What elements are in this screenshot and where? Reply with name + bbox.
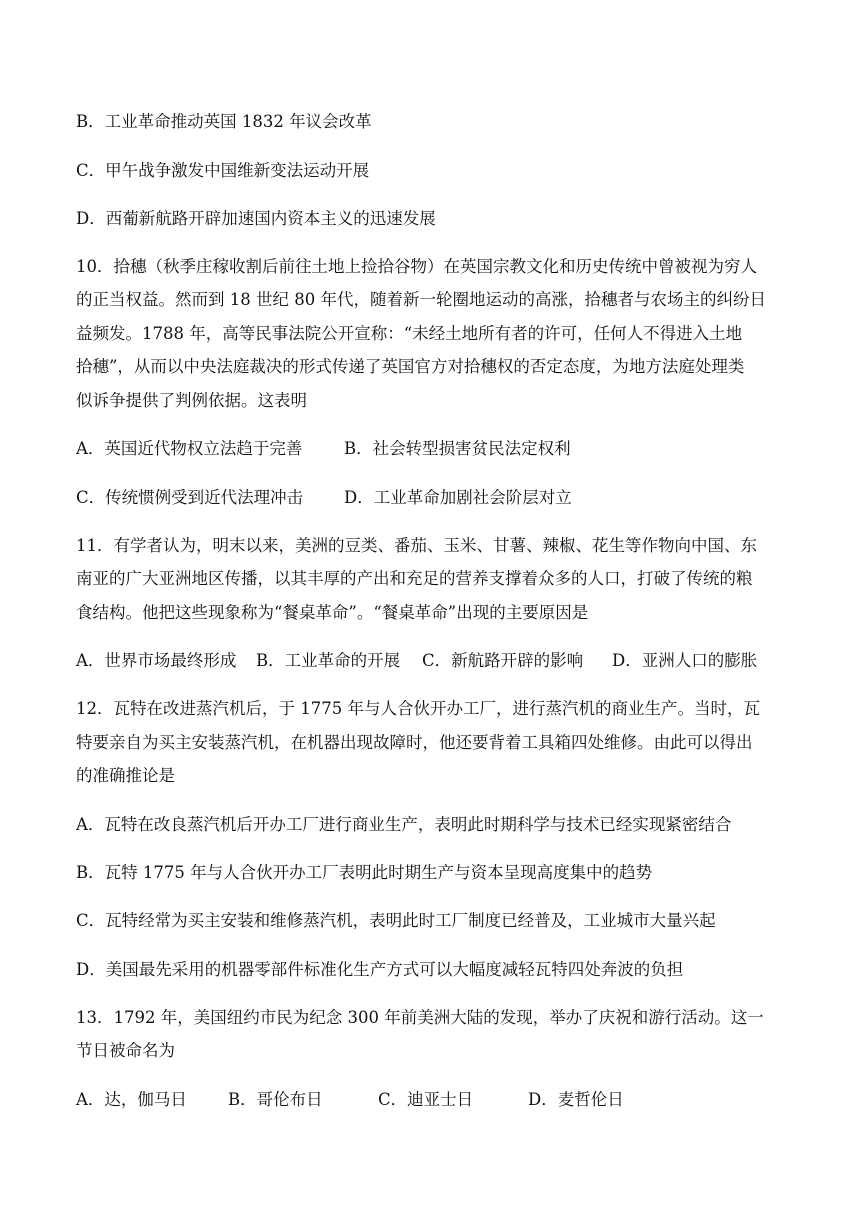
q10-option-a: A．英国近代物权立法趋于完善 <box>76 439 303 458</box>
q11-option-c: C．新航路开辟的影响 <box>422 651 584 670</box>
q11-option-a: A．世界市场最终形成 <box>76 651 237 670</box>
q11-option-b: B．工业革命的开展 <box>256 651 401 670</box>
q10-option-b: B．社会转型损害贫民法定权利 <box>344 439 571 458</box>
q9-option-d: D．西葡新航路开辟加速国内资本主义的迅速发展 <box>76 209 436 228</box>
q9-option-c: C．甲午战争激发中国维新变法运动开展 <box>76 161 370 180</box>
q12-stem-line: 特要亲自为买主安装蒸汽机，在机器出现故障时，他还要背着工具箱四处维修。由此可以得出 <box>76 733 753 752</box>
q13-stem-line: 节日被命名为 <box>76 1041 175 1060</box>
q11-option-d: D．亚洲人口的膨胀 <box>612 651 758 670</box>
q10-options-row-1 <box>76 439 571 459</box>
q10-stem-line: 似诉争提供了判例依据。这表明 <box>76 391 307 410</box>
q12-option-b: B．瓦特 1775 年与人合伙开办工厂表明此时期生产与资本呈现高度集中的趋势 <box>76 863 653 882</box>
q10-stem-line: 益频发。1788 年，高等民事法院公开宣称：“未经土地所有者的许可，任何人不得进入土地 <box>76 324 743 343</box>
q13-options-row <box>76 1090 624 1110</box>
q10-options-row-2 <box>76 488 572 508</box>
q11-stem-line: 11．有学者认为，明末以来，美洲的豆类、番茄、玉米、甘薯、辣椒、花生等作物向中国、东 <box>76 536 757 555</box>
q10-stem-line: 的正当权益。然而到 18 世纪 80 年代，随着新一轮圈地运动的高涨，拾穗者与农场主的纠纷日 <box>76 290 766 309</box>
q12-option-a: A．瓦特在改良蒸汽机后开办工厂进行商业生产，表明此时期科学与技术已经实现紧密结合 <box>76 815 732 834</box>
q10-stem-line: 拾穗”，从而以中央法庭裁决的形式传递了英国官方对拾穗权的否定态度，为地方法庭处理类 <box>76 357 745 376</box>
q13-option-b: B．哥伦布日 <box>228 1090 323 1109</box>
q12-option-c: C．瓦特经常为买主安装和维修蒸汽机，表明此时工厂制度已经普及，工业城市大量兴起 <box>76 911 716 930</box>
q13-option-a: A．达，伽马日 <box>76 1090 187 1109</box>
q13-stem-line: 13．1792 年，美国纽约市民为纪念 300 年前美洲大陆的发现，举办了庆祝和游行活动。这一 <box>76 1008 764 1027</box>
q12-option-d: D．美国最先采用的机器零部件标准化生产方式可以大幅度减轻瓦特四处奔波的负担 <box>76 960 684 979</box>
q11-stem-line: 食结构。他把这些现象称为“餐桌革命”。“餐桌革命”出现的主要原因是 <box>76 603 589 622</box>
q10-option-d: D．工业革命加剧社会阶层对立 <box>344 488 572 507</box>
q12-stem-line: 的准确推论是 <box>76 766 175 785</box>
q10-stem-line: 10．拾穗（秋季庄稼收割后前往土地上捡拾谷物）在英国宗教文化和历史传统中曾被视为穷人 <box>76 257 757 276</box>
q13-option-d: D．麦哲伦日 <box>528 1090 624 1109</box>
q9-option-b: B．工业革命推动英国 1832 年议会改革 <box>76 112 372 131</box>
q13-option-c: C．迪亚士日 <box>378 1090 474 1109</box>
q10-option-c: C．传统惯例受到近代法理冲击 <box>76 488 304 507</box>
q11-stem-line: 南亚的广大亚洲地区传播，以其丰厚的产出和充足的营养支撑着众多的人口，打破了传统的粮 <box>76 569 753 588</box>
q12-stem-line: 12．瓦特在改进蒸汽机后，于 1775 年与人合伙开办工厂，进行蒸汽机的商业生产。当时，瓦 <box>76 699 760 718</box>
q11-options-row <box>76 651 757 671</box>
